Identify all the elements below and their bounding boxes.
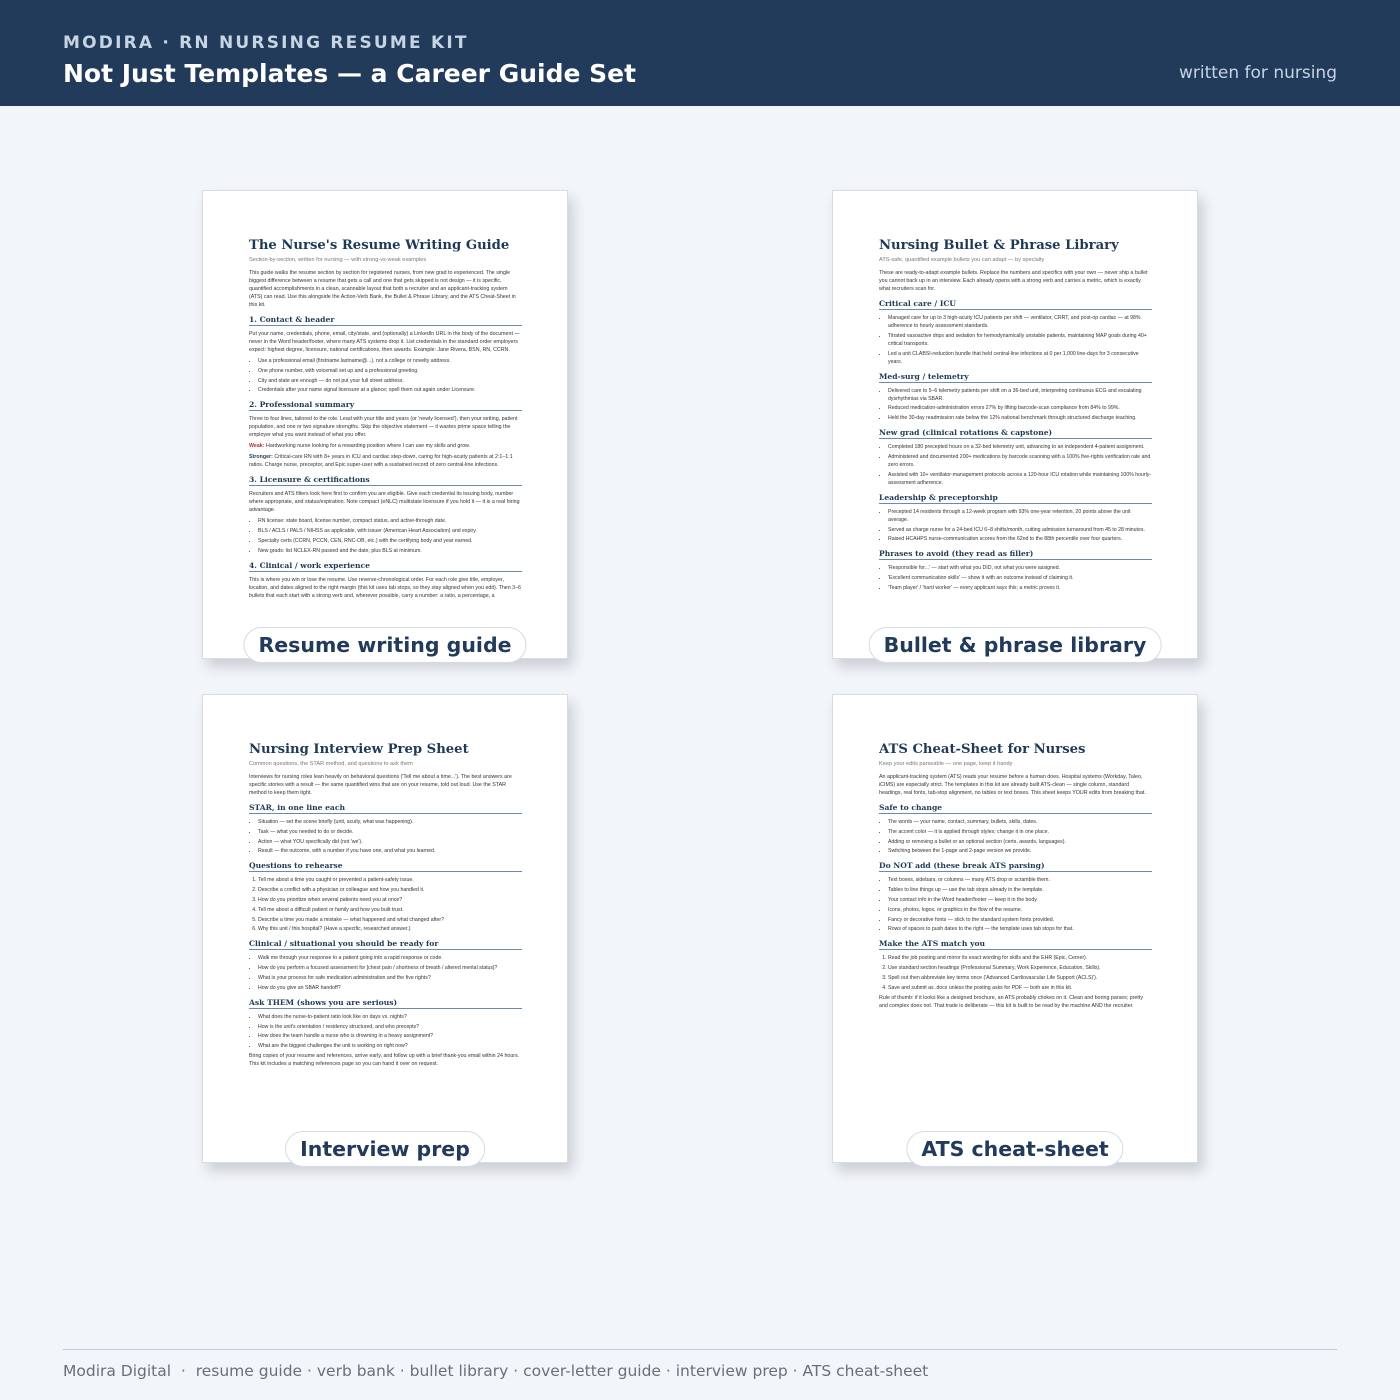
resume-guide-preview: [249, 237, 522, 657]
list-item: • Situation — set the scene briefly (unit, acuity, what was happening).: [258, 818, 522, 826]
list-item: • How is the unit's orientation / residency structured, and who precepts?: [258, 1023, 522, 1031]
section-heading: Clinical / situational you should be ready for: [249, 939, 522, 950]
list-item: • What does the nurse-to-patient ratio look like on days vs. nights?: [258, 1013, 522, 1021]
section-heading: Do NOT add (these break ATS parsing): [879, 861, 1152, 872]
bullet-list: [258, 954, 522, 991]
list-item: • Switching between the 1-page and 2-page version we provide.: [888, 847, 1152, 855]
bullet-list: [888, 818, 1152, 855]
doc-subtitle: ATS-safe, quantified example bullets you can adapt — by specialty: [879, 257, 1045, 263]
brand-line: MODIRA · RN NURSING RESUME KIT: [63, 33, 469, 53]
doc-title: Nursing Interview Prep Sheet: [249, 742, 469, 757]
section-text: This is where you win or lose the resume. Use reverse-chronological order. For each role give title, employer, location, and dates aligned to the right margin (this kit uses tab stops, so they stay aligned when you edit). Then 3–6 bullets that each start with a strong verb and, wherever possible, carry a number: a ratio, a percentage, a: [249, 576, 521, 599]
list-item: 1. Tell me about a time you caught or prevented a patient-safety issue.: [258, 876, 522, 884]
list-item: • What is your process for safe medication administration and the five rights?: [258, 974, 522, 982]
card-label[interactable]: Resume writing guide: [243, 627, 526, 663]
weak-text: Hardworking nurse looking for a rewarding position where I can use my skills and grow.: [266, 443, 471, 450]
list-item: • 'Excellent communication skills' — show it with an outcome instead of claiming it.: [888, 574, 1152, 582]
list-item: • Specialty certs (CCRN, PCCN, CEN, RNC-OB, etc.) with the certifying body and year earned.: [258, 537, 522, 545]
section-heading: Med-surg / telemetry: [879, 372, 1152, 383]
list-item: • Fancy or decorative fonts — stick to the standard system fonts provided.: [888, 916, 1152, 924]
closing-text: Rule of thumb: if it looks like a designed brochure, an ATS probably chokes on it. Clean and boring parses; pretty and complex does not. That trade is deliberate — this kit is built to be read by the machine AND the recruiter.: [879, 994, 1144, 1009]
doc-title: The Nurse's Resume Writing Guide: [249, 238, 510, 253]
list-item: • Walk me through your response to a patient going into a rapid response or code.: [258, 954, 522, 962]
list-item: • How does the team handle a nurse who is drowning in a heavy assignment?: [258, 1032, 522, 1040]
list-item: • Held the 30-day readmission rate below the 12% national benchmark through structured discharge teaching.: [888, 414, 1152, 422]
strong-text: Critical-care RN with 8+ years in ICU and cardiac step-down, caring for high-acuity patients at 2:1–1:1 ratios. Charge nurse, preceptor, and Epic super-user with a sustained record of zero central-line infections.: [249, 454, 513, 469]
list-item: • What are the biggest challenges the unit is working on right now?: [258, 1042, 522, 1050]
tagline: written for nursing: [1178, 63, 1337, 83]
footer-items: resume guide · verb bank · bullet library · cover-letter guide · interview prep · ATS cheat-sheet: [195, 1362, 929, 1380]
interview-prep-preview: [249, 741, 522, 1161]
numbered-list: [258, 876, 522, 933]
section-heading: Phrases to avoid (they read as filler): [879, 549, 1152, 560]
numbered-list: [888, 954, 1152, 991]
section-heading: Safe to change: [879, 803, 1152, 814]
ats-cheatsheet-preview: [879, 741, 1152, 1161]
list-item: • Action — what YOU specifically did (not 'we').: [258, 838, 522, 846]
list-item: • 'Team player' / 'hard worker' — every applicant says this; a metric proves it.: [888, 584, 1152, 592]
bullet-list: [888, 387, 1152, 423]
doc-intro: This guide walks the resume section by section for registered nurses, from new grad to experienced. The single biggest difference between a resume that gets a call and one that gets skipped is not design — it is specific, quantified accomplishments in a clean, scannable layout that both a recruiter and an applicant-tracking system (ATS) can read. Use this alongside the Action-Verb Bank, the Bullet & Phrase Library, and the ATS Cheat-Sheet in this kit.: [249, 270, 516, 308]
bullet-list: [258, 517, 522, 554]
list-item: 2. Use standard section headings (Professional Summary, Work Experience, Education, Skills).: [888, 964, 1152, 972]
weak-label: Weak:: [249, 443, 265, 450]
section-heading: 2. Professional summary: [249, 400, 522, 411]
bullet-list: [888, 314, 1152, 366]
card-label[interactable]: Interview prep: [285, 1131, 485, 1167]
list-item: • Delivered care to 5–6 telemetry patients per shift on a 36-bed unit, interpreting continuous ECG and escalating dysrhythmias via SBAR.: [888, 387, 1152, 403]
doc-intro: These are ready-to-adapt example bullets. Replace the numbers and specifics with your own — never ship a bullet you cannot back up in an interview. Each already opens with a strong verb and carries a metric, which is exactly what recruiters scan for.: [879, 270, 1148, 292]
list-item: • RN license: state board, license number, compact status, and active-through date.: [258, 517, 522, 525]
list-item: 3. How do you prioritize when several patients need you at once?: [258, 896, 522, 904]
list-item: • Use a professional email (firstname.lastname@...), not a college or novelty address.: [258, 357, 522, 365]
list-item: • Tables to line things up — use the tab stops already in the template.: [888, 886, 1152, 894]
closing-text: Bring copies of your resume and references, arrive early, and follow up with a brief thank-you email within 24 hours. This kit includes a matching references page so you can hand it over on request.: [249, 1053, 520, 1068]
list-item: • Assisted with 10+ ventilator-management protocols across a 120-hour ICU rotation while maintaining 100% hourly-assessment adherence.: [888, 471, 1152, 487]
bullet-list: [888, 876, 1152, 933]
list-item: 2. Describe a conflict with a physician or colleague and how you handled it.: [258, 886, 522, 894]
doc-subtitle: Section-by-section, written for nursing — with strong-vs-weak examples: [249, 257, 427, 263]
doc-title: ATS Cheat-Sheet for Nurses: [879, 742, 1086, 757]
doc-subtitle: Common questions, the STAR method, and questions to ask them: [249, 761, 413, 767]
section-text: Recruiters and ATS filters look here first to confirm you are eligible. Give each credential its issuing body, number where appropriate, and status/expiration. Note compact (eNLC) multistate licensure if you hold it — it is a real hiring advantage.: [249, 491, 520, 514]
bullet-list: [258, 818, 522, 855]
bullet-list: [258, 1013, 522, 1050]
list-item: • Rows of spaces to push dates to the right — the template uses tab stops for that.: [888, 925, 1152, 933]
list-item: • Icons, photos, logos, or graphics in the flow of the resume.: [888, 906, 1152, 914]
list-item: • Led a unit CLABSI-reduction bundle that held central-line infections at 0 per 1,000 line-days for 3 consecutive years.: [888, 350, 1152, 366]
strong-label: Stronger:: [249, 454, 273, 461]
bullet-library-card[interactable]: [832, 190, 1198, 659]
list-item: 3. Spell out then abbreviate key terms once ('Advanced Cardiovascular Life Support (ACLS)').: [888, 974, 1152, 982]
page-title: Not Just Templates — a Career Guide Set: [63, 59, 637, 88]
footer-divider: [63, 1349, 1337, 1350]
footer-brand: Modira Digital: [63, 1362, 172, 1380]
list-item: • Completed 180 precepted hours on a 32-bed telemetry unit, advancing to an independent 4-patient assignment.: [888, 443, 1152, 451]
list-item: • New grads: list NCLEX-RN passed and the date, plus BLS at minimum.: [258, 547, 522, 555]
list-item: 6. Why this unit / this hospital? (Have a specific, researched answer.): [258, 925, 522, 933]
doc-intro: Interviews for nursing roles lean heavily on behavioral questions ('Tell me about a time...'). The best answers are specific stories with a result — the same quantified wins that are on your resume, told out loud. Use the STAR method to keep them tight.: [249, 774, 512, 796]
list-item: • Result — the outcome, with a number if you have one, and what you learned.: [258, 847, 522, 855]
bullet-list: [888, 443, 1152, 487]
list-item: • The accent color — it is applied through styles; change it in one place.: [888, 828, 1152, 836]
list-item: • One phone number, with voicemail set up and a professional greeting.: [258, 367, 522, 375]
list-item: 5. Describe a time you made a mistake — what happened and what changed after?: [258, 916, 522, 924]
bullet-list: [258, 357, 522, 394]
bullet-list: [888, 508, 1152, 544]
list-item: • Raised HCAHPS nurse-communication scores from the 62nd to the 88th percentile over four quarters.: [888, 535, 1152, 543]
list-item: 4. Save and submit as .docx unless the posting asks for PDF — both are in this kit.: [888, 984, 1152, 992]
list-item: • Text boxes, sidebars, or columns — many ATS drop or scramble them.: [888, 876, 1152, 884]
strong-example: [249, 453, 522, 469]
section-heading: Leadership & preceptorship: [879, 493, 1152, 504]
list-item: • Titrated vasoactive drips and sedation for hemodynamically unstable patients, maintaining MAP goals during 40+ critical transports.: [888, 332, 1152, 348]
bullet-library-preview: [879, 237, 1152, 657]
card-label[interactable]: ATS cheat-sheet: [906, 1131, 1123, 1167]
list-item: • Reduced medication-administration errors 27% by lifting barcode-scan compliance from 84% to 99%.: [888, 404, 1152, 412]
section-heading: Critical care / ICU: [879, 299, 1152, 310]
section-heading: Questions to rehearse: [249, 861, 522, 872]
list-item: • Your contact info in the Word header/footer — keep it in the body.: [888, 896, 1152, 904]
section-heading: 4. Clinical / work experience: [249, 561, 522, 572]
list-item: 1. Read the job posting and mirror its exact wording for skills and the EHR (Epic, Cerner).: [888, 954, 1152, 962]
resume-guide-card[interactable]: [202, 190, 568, 659]
list-item: • Managed care for up to 3 high-acuity ICU patients per shift — ventilator, CRRT, and post-op cardiac — at 98% adherence to hourly assessment standards.: [888, 314, 1152, 330]
card-label[interactable]: Bullet & phrase library: [869, 627, 1162, 663]
weak-example: [249, 442, 522, 450]
list-item: • 'Responsible for...' — start with what you DID, not what you were assigned.: [888, 564, 1152, 572]
section-text: Put your name, credentials, phone, email, city/state, and (optionally) a LinkedIn URL in the body of the document — never in the Word header/footer, where many ATS systems drop it. List credentials in the standard order employers expect: highest degree, licensure, national certifications, then awards. Example: Jane Rivera, BSN, RN, CCRN.: [249, 331, 520, 353]
doc-subtitle: Keep your edits parseable — one page, keep it handy: [879, 761, 1013, 767]
interview-prep-card[interactable]: [202, 694, 568, 1163]
section-heading: 1. Contact & header: [249, 315, 522, 326]
doc-title: Nursing Bullet & Phrase Library: [879, 238, 1119, 253]
section-heading: 3. Licensure & certifications: [249, 475, 522, 486]
section-text: Three to four lines, tailored to the role. Lead with your title and years (or 'newly licensed'), then your setting, patient population, and one or two signature strengths. Skip the objective statement — it wastes prime space telling the employer what you want instead of what you offer.: [249, 416, 518, 439]
list-item: • Credentials after your name signal licensure at a glance; spell them out again under Licensure.: [258, 386, 522, 394]
list-item: • How do you give an SBAR handoff?: [258, 984, 522, 992]
section-heading: Make the ATS match you: [879, 939, 1152, 950]
list-item: • Administered and documented 200+ medications by barcode scanning with a 100% five-rights verification rate and zero errors.: [888, 453, 1152, 469]
doc-intro: An applicant-tracking system (ATS) reads your resume before a human does. Hospital systems (Workday, Taleo, iCIMS) are especially strict. The templates in this kit are already built ATS-clean — single column, standard headings, real fonts, tab-stop alignment, no tables or text boxes. This sheet keeps YOUR edits from breaking that.: [879, 774, 1146, 796]
list-item: 4. Tell me about a difficult patient or family and how you built trust.: [258, 906, 522, 914]
list-item: • BLS / ACLS / PALS / NIHSS as applicable, with issuer (American Heart Association) and expiry.: [258, 527, 522, 535]
list-item: • City and state are enough — do not put your full street address.: [258, 377, 522, 385]
list-item: • Task — what you needed to do or decide.: [258, 828, 522, 836]
list-item: • Precepted 14 residents through a 12-week program with 93% one-year retention, 20 points above the unit average.: [888, 508, 1152, 524]
section-heading: Ask THEM (shows you are serious): [249, 998, 522, 1009]
footer: Modira Digital · resume guide · verb bank · bullet library · cover-letter guide · interview prep · ATS cheat-sheet: [63, 1362, 929, 1380]
list-item: • How do you perform a focused assessment for [chest pain / shortness of breath / altered mental status]?: [258, 964, 522, 972]
ats-cheatsheet-card[interactable]: [832, 694, 1198, 1163]
header-banner: [0, 0, 1400, 106]
list-item: • Served as charge nurse for a 24-bed ICU 6–8 shifts/month, cutting admission turnaround from 45 to 28 minutes.: [888, 526, 1152, 534]
list-item: • The words — your name, contact, summary, bullets, skills, dates.: [888, 818, 1152, 826]
list-item: • Adding or removing a bullet or an optional section (certs, awards, languages).: [888, 838, 1152, 846]
section-heading: New grad (clinical rotations & capstone): [879, 428, 1152, 439]
section-heading: STAR, in one line each: [249, 803, 522, 814]
bullet-list: [888, 564, 1152, 592]
